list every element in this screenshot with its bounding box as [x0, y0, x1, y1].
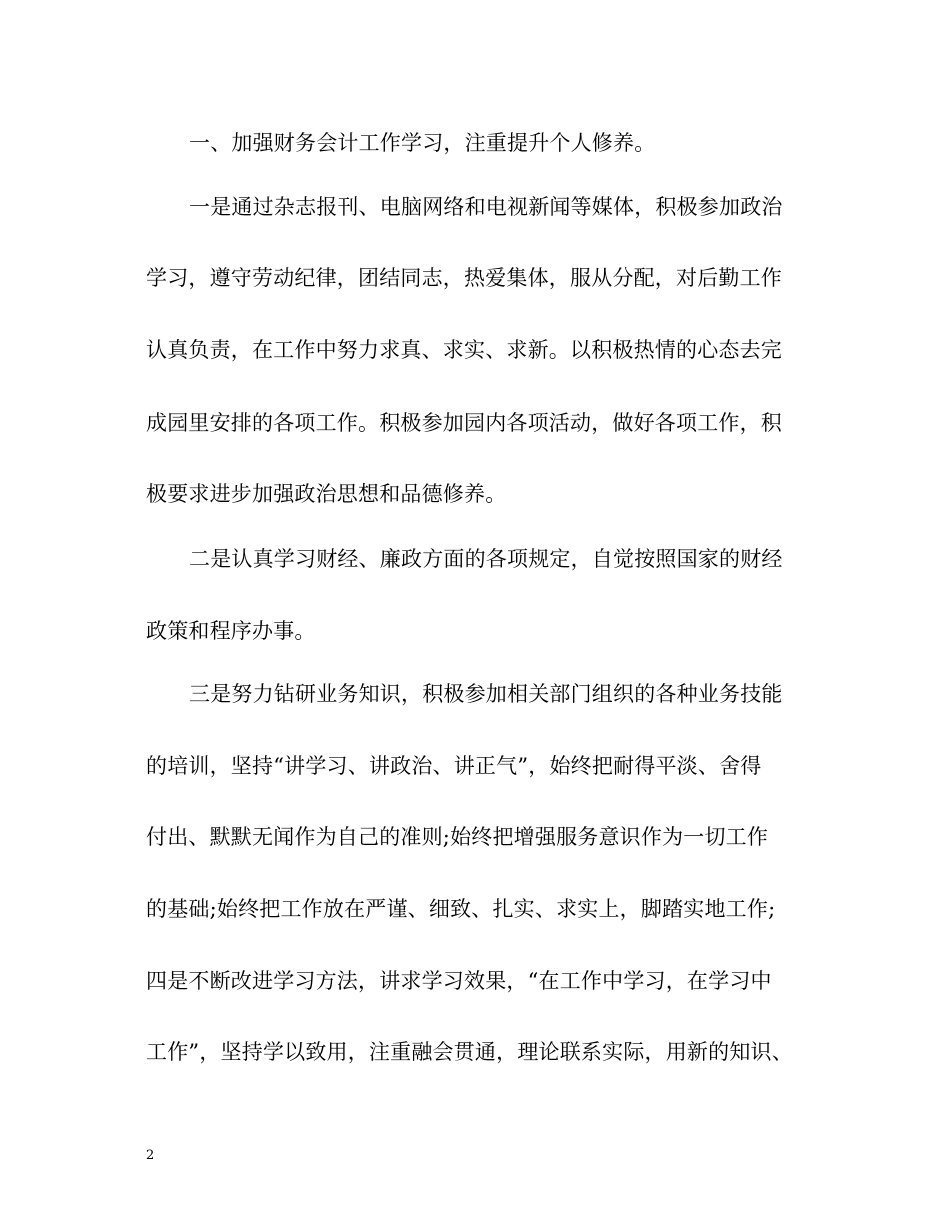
text-line: 工作”，坚持学以致用，注重融会贯通，理论联系实际，用新的知识、 — [146, 1040, 793, 1064]
text-line: 政策和程序办事。 — [146, 619, 316, 643]
text-line: 付出、默默无闻作为自己的准则;始终把增强服务意识作为一切工作 — [146, 825, 769, 849]
page-number: 2 — [146, 1148, 155, 1163]
text-line: 二是认真学习财经、廉政方面的各项规定，自觉按照国家的财经 — [189, 547, 783, 571]
text-line: 的基础;始终把工作放在严谨、细致、扎实、求实上，脚踏实地工作; — [146, 897, 776, 921]
text-line: 成园里安排的各项工作。积极参加园内各项活动，做好各项工作，积 — [146, 411, 782, 435]
text-line: 学习，遵守劳动纪律，团结同志，热爱集体，服从分配，对后勤工作 — [146, 266, 782, 290]
text-line: 的培训，坚持“讲学习、讲政治、讲正气”，始终把耐得平淡、舍得 — [146, 754, 762, 778]
text-line: 三是努力钻研业务知识，积极参加相关部门组织的各种业务技能 — [189, 682, 783, 706]
paragraph-heading: 一、加强财务会计工作学习，注重提升个人修养。 — [189, 131, 656, 155]
text-line: 认真负责，在工作中努力求真、求实、求新。以积极热情的心态去完 — [146, 338, 782, 362]
text-line: 四是不断改进学习方法，讲求学习效果，“在工作中学习，在学习中 — [146, 969, 772, 993]
text-line: 极要求进步加强政治思想和品德修养。 — [146, 482, 507, 506]
text-line: 一是通过杂志报刊、电脑网络和电视新闻等媒体，积极参加政治 — [189, 195, 783, 219]
